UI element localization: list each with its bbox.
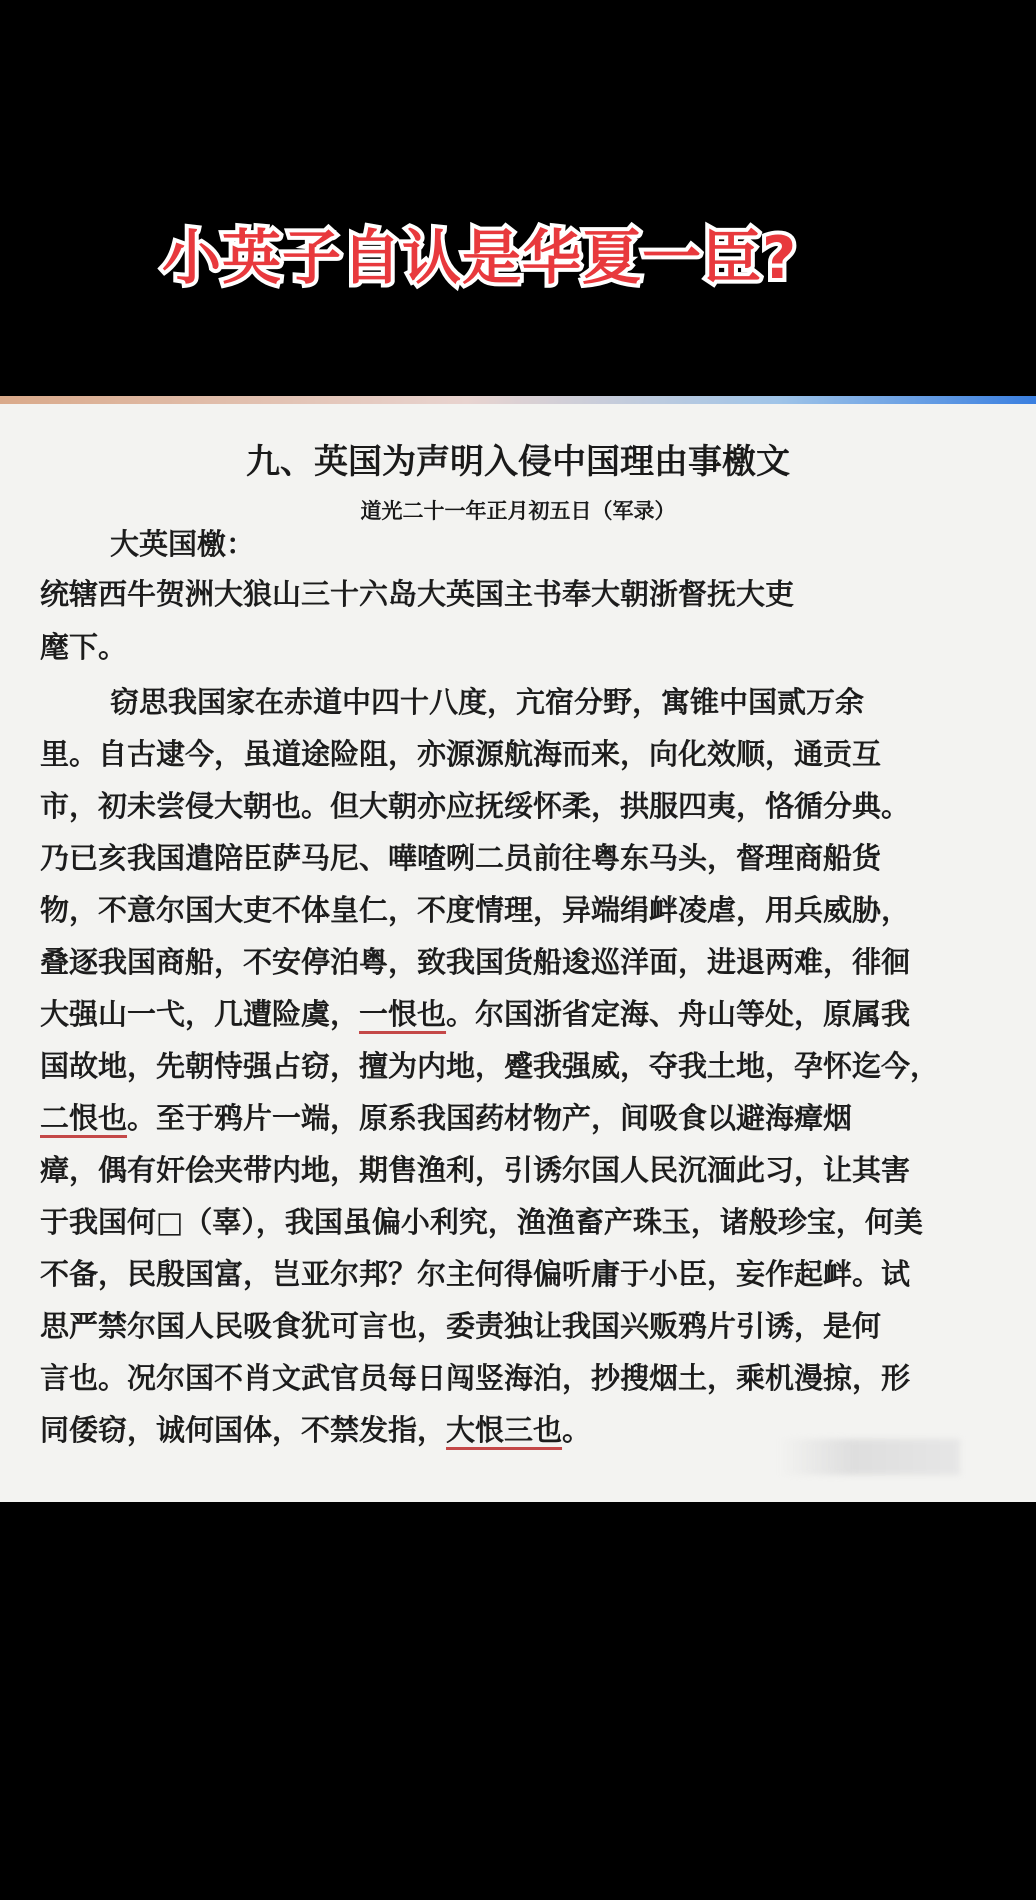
- line-text: 。至于鸦片一端，原系我国药材物产，间吸食以避海瘴烟: [127, 1101, 853, 1135]
- document-title: 九、英国为声明入侵中国理由事檄文: [246, 442, 790, 482]
- line-text: 于我国何□（辜），我国虽偏小利究，渔渔畜产珠玉，诸般珍宝，何美: [40, 1205, 923, 1239]
- line-text: 叠逐我国商船，不安停泊粤，致我国货船逡巡洋面，进退两难，徘徊: [40, 945, 911, 979]
- watermark-blur: [780, 1439, 960, 1475]
- underlined-phrase: 大恨三也: [446, 1413, 563, 1447]
- document-line: [40, 1358, 990, 1398]
- document-line: [40, 786, 990, 826]
- line-text: 言也。况尔国不肖文武官员每日闯竖海泊，抄搜烟土，乘机漫掠，形: [40, 1361, 911, 1395]
- line-text: 国故地，先朝恃强占窃，擅为内地，蹙我强威，夺我土地，孕怀迄今，: [40, 1049, 940, 1083]
- document-line: [110, 682, 1036, 722]
- document-line: [40, 1202, 990, 1242]
- document-line: [40, 1150, 990, 1190]
- underlined-phrase: 一恨也: [359, 997, 447, 1031]
- bottom-black-area: [0, 1502, 1036, 1900]
- document-line: [40, 1306, 990, 1346]
- document-line: [40, 942, 990, 982]
- line-text: 市，初未尝侵大朝也。但大朝亦应抚绥怀柔，拱服四夷，恪循分典。: [40, 789, 911, 823]
- document-line: [110, 524, 1036, 564]
- line-text: 乃已亥我国遣陪臣萨马尼、嘩喳咧二员前往粤东马头，督理商船货: [40, 841, 882, 875]
- line-text: 思严禁尔国人民吸食犹可言也，委责独让我国兴贩鸦片引诱，是何: [40, 1309, 882, 1343]
- line-text: 里。自古逮今，虽道途险阻，亦源源航海而来，向化效顺，通贡互: [40, 737, 882, 771]
- line-text: 大强山一弋，几遭险虞，: [40, 997, 360, 1031]
- document-line: [40, 574, 990, 614]
- line-text: 瘴，偶有奸侩夹带内地，期售渔利，引诱尔国人民沉湎此习，让其害: [40, 1153, 911, 1187]
- line-text: 大英国檄：: [110, 527, 256, 561]
- line-text: 统辖西牛贺洲大狼山三十六岛大英国主书奉大朝浙督抚大吏: [40, 577, 795, 611]
- line-text: 窃思我国家在赤道中四十八度，亢宿分野，寓锥中国贰万余: [110, 685, 865, 719]
- document-scan: [0, 404, 1036, 1502]
- line-text: 物，不意尔国大吏不体皇仁，不度情理，异端绢衅凌虐，用兵威胁，: [40, 893, 911, 927]
- line-text: 不备，民殷国富，岂亚尔邦？尔主何得偏听庸于小臣，妄作起衅。试: [40, 1257, 911, 1291]
- line-text: 。: [562, 1413, 592, 1447]
- document-line: [40, 1046, 990, 1086]
- video-caption-bar: [0, 218, 1036, 298]
- document-line: [40, 1098, 990, 1138]
- document-line: [40, 734, 990, 774]
- video-caption: 小英子自认是华夏一臣?: [162, 223, 798, 292]
- document-line: [40, 838, 990, 878]
- line-text: 同倭窃，诚何国体，不禁发指，: [40, 1413, 447, 1447]
- accent-divider: [0, 396, 1036, 404]
- document-line: [40, 994, 990, 1034]
- line-text: 。尔国浙省定海、舟山等处，原属我: [446, 997, 911, 1031]
- document-line: [40, 890, 990, 930]
- underlined-phrase: 二恨也: [40, 1101, 128, 1135]
- document-line: [40, 1254, 990, 1294]
- document-subtitle: 道光二十一年正月初五日（军录）: [360, 498, 676, 523]
- line-text: 麾下。: [40, 630, 128, 664]
- document-line: [40, 627, 990, 667]
